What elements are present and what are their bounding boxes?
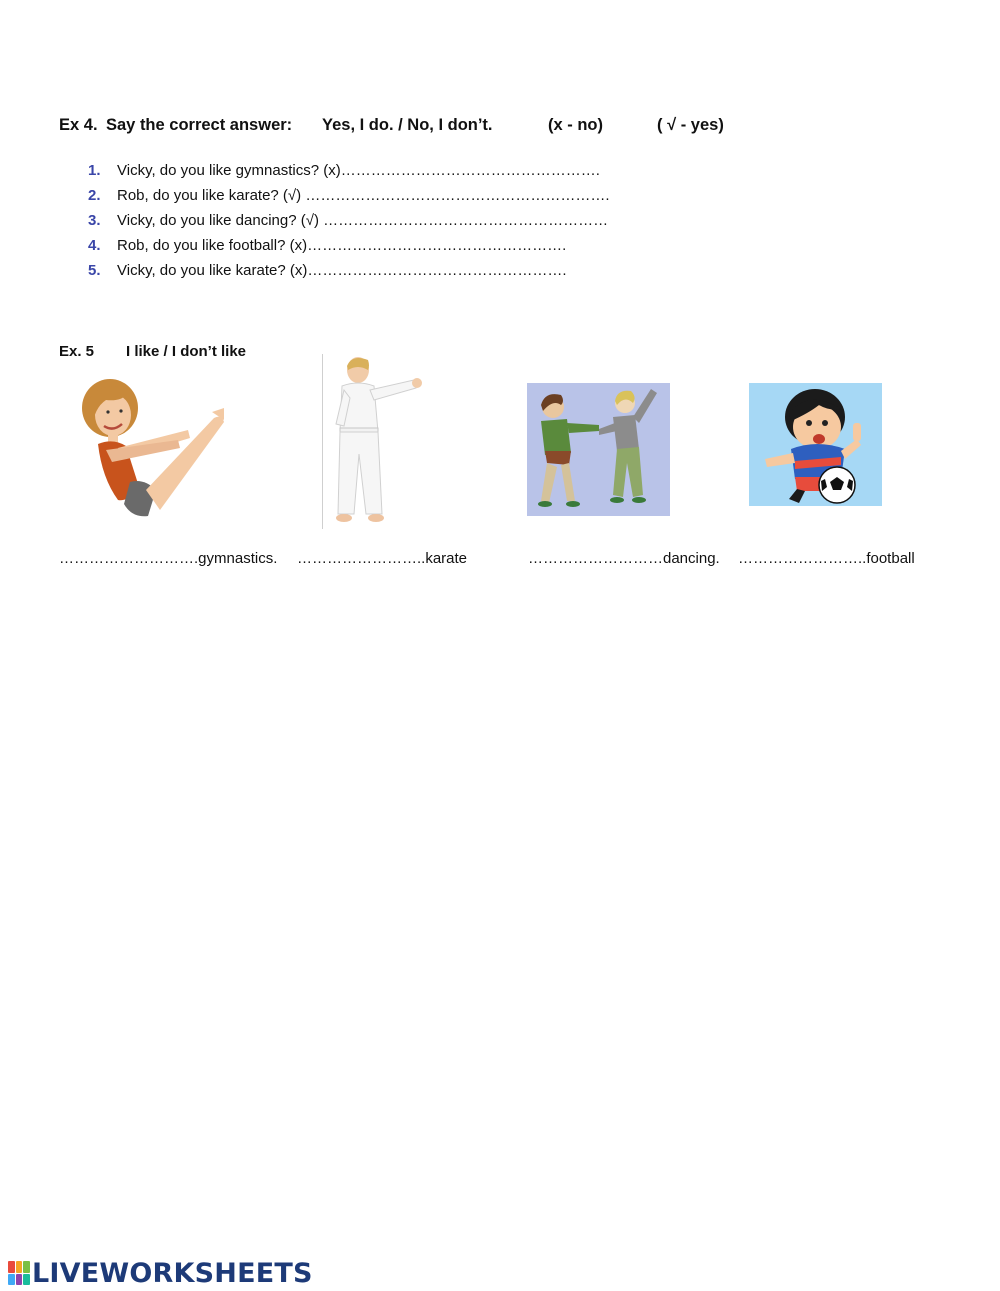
logo-icon [8,1261,30,1285]
dancing-children-image [527,383,670,516]
football-answer-blank[interactable]: ……………………..football [738,550,915,567]
question-number: 3. [88,212,101,229]
dancing-answer-blank[interactable]: ………………………dancing. [528,550,720,567]
question-list [88,158,610,283]
karate-answer-blank[interactable]: ……………………..karate [297,550,468,567]
exercise-4-instruction: Say the correct answer: [106,116,293,134]
list-item [88,258,610,283]
gymnastics-answer-blank[interactable]: ……………………….gymnastics. [59,550,278,567]
question-number: 5. [88,262,101,279]
logo-text: LIVEWORKSHEETS [32,1257,313,1289]
question-number: 2. [88,187,101,204]
karate-boy-image [322,354,426,529]
list-item [88,233,610,258]
exercise-5-label: Ex. 5 [59,343,95,360]
question-text[interactable]: Vicky, do you like dancing? (√) ………………………………………………… [117,212,609,229]
list-item [88,183,610,208]
question-number: 4. [88,237,101,254]
list-item [88,208,610,233]
exercise-4-label: Ex 4. [59,116,98,134]
question-text[interactable]: Rob, do you like karate? (√) ……………………………………………………. [117,187,610,204]
gymnastics-girl-image [78,378,226,520]
exercise-5-instruction: I like / I don’t like [126,343,247,360]
football-boy-image [749,383,882,506]
question-number: 1. [88,162,101,179]
question-text[interactable]: Rob, do you like football? (x)……………………………………………. [117,237,567,254]
key-no: (x - no) [548,116,603,134]
question-text[interactable]: Vicky, do you like gymnastics? (x)……………………………………………. [117,162,600,179]
question-text[interactable]: Vicky, do you like karate? (x)……………………………………………. [117,262,567,279]
liveworksheets-logo[interactable] [8,1259,313,1287]
answer-options: Yes, I do. / No, I don’t. [322,116,493,134]
list-item [88,158,610,183]
key-yes: ( √ - yes) [657,116,724,134]
